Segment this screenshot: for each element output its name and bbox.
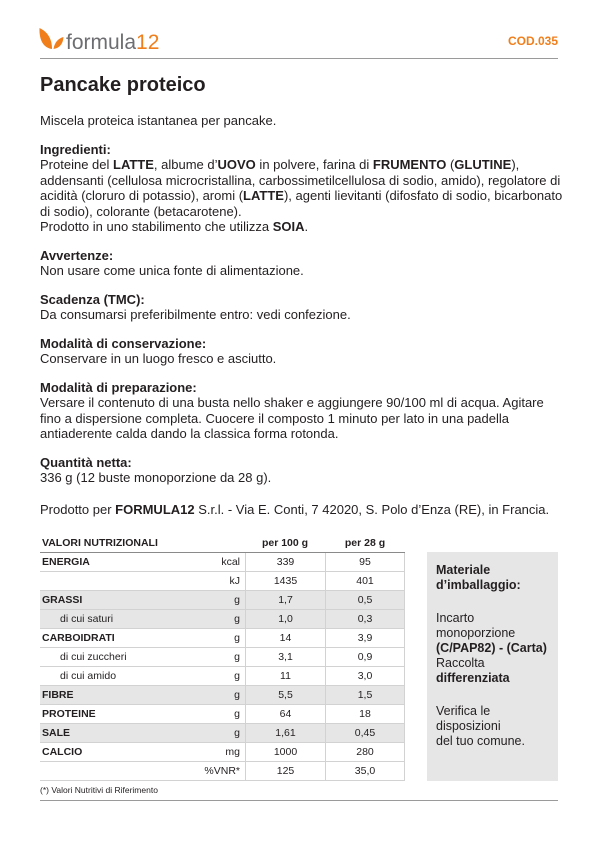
expiry-heading: Scadenza (TMC): [40, 291, 145, 307]
nutrient-label: ENERGIA [42, 556, 90, 568]
product-description: Miscela proteica istantanea per pancake. [40, 113, 277, 128]
packaging-heading-line: Materiale [436, 562, 491, 577]
packaging-material-line: monoporzione [436, 625, 516, 640]
nutrient-unit: kcal [221, 556, 240, 568]
packaging-material-line: Raccolta [436, 655, 485, 670]
value-per-28g: 1,5 [325, 686, 405, 704]
allergen-text: LATTE [243, 188, 284, 203]
packaging-material-line: Incarto [436, 610, 475, 625]
nutrition-table-header [40, 535, 405, 553]
preparation-section [40, 380, 565, 442]
header-divider [40, 58, 558, 59]
ingredients-line [40, 157, 565, 173]
producer-section [40, 502, 565, 518]
packaging-note-line: del tuo comune. [436, 733, 525, 748]
packaging-heading-line: d’imballaggio: [436, 577, 521, 592]
warnings-heading: Avvertenze: [40, 247, 114, 263]
storage-text: Conservare in un luogo fresco e asciutto. [40, 351, 277, 366]
nutrient-unit: kJ [229, 575, 240, 587]
nutrient-label [40, 572, 190, 590]
ingredients-text: addensanti (cellulosa microcristallina, carbossimetilcellulosa di sodio, amido), regolatore di [40, 172, 561, 188]
nutrient-unit: %VNR* [204, 765, 240, 777]
ingredients-heading: Ingredienti: [40, 141, 111, 157]
nutrient-label: CALCIO [42, 746, 83, 758]
nutrition-row-calcium-vnr [40, 762, 405, 781]
ingredients-line [40, 204, 565, 220]
value-per-28g: 0,9 [325, 648, 405, 666]
brand-number: 12 [136, 31, 160, 54]
nutrition-table-title: VALORI NUTRIZIONALI [42, 537, 158, 549]
expiry-section [40, 292, 565, 323]
allergen-facility-note [40, 219, 565, 235]
nutrition-row-calcium [40, 743, 405, 762]
product-code: COD.035 [507, 34, 558, 48]
nutrient-label: GRASSI [42, 594, 83, 606]
nutrient-unit: g [234, 689, 240, 701]
packaging-collection-type: differenziata [436, 670, 510, 685]
preparation-heading: Modalità di preparazione: [40, 379, 197, 395]
allergen-text: GLUTINE [454, 157, 512, 172]
nutrition-row-protein [40, 705, 405, 724]
column-header-per-100g: per 100 g [261, 537, 309, 549]
nutrition-row-starch [40, 667, 405, 686]
storage-section [40, 336, 565, 367]
column-header-per-28g: per 28 g [344, 537, 386, 549]
warnings-section [40, 248, 565, 279]
nutrient-unit: g [234, 670, 240, 682]
value-per-100g: 3,1 [245, 648, 325, 666]
value-per-28g: 95 [325, 553, 405, 571]
nutrient-unit: g [234, 708, 240, 720]
value-per-28g: 3,0 [325, 667, 405, 685]
value-per-100g: 125 [245, 762, 325, 780]
nutrition-row-energy-kj [40, 572, 405, 591]
nutrient-label: PROTEINE [42, 708, 96, 720]
nutrient-unit: g [234, 632, 240, 644]
nutrition-footnote: (*) Valori Nutritivi di Riferimento [40, 785, 158, 795]
value-per-100g: 339 [245, 553, 325, 571]
nutrient-label [40, 762, 190, 780]
brand-logo-text [66, 32, 159, 53]
value-per-28g: 0,5 [325, 591, 405, 609]
preparation-line: Versare il contenuto di una busta nello shaker e aggiungere 90/100 ml di acqua. Agitare [40, 395, 544, 410]
value-per-28g: 401 [325, 572, 405, 590]
ingredients-line [40, 173, 565, 189]
allergen-text: UOVO [217, 157, 256, 172]
nutrient-unit: g [234, 594, 240, 606]
value-per-28g: 0,45 [325, 724, 405, 742]
producer-line [40, 502, 565, 518]
value-per-28g: 3,9 [325, 629, 405, 647]
value-per-100g: 14 [245, 629, 325, 647]
brand-name: formula [66, 31, 137, 54]
ingredients-text: Prodotto in uno stabilimento che utilizza [40, 219, 273, 234]
value-per-28g: 0,3 [325, 610, 405, 628]
ingredients-text: Proteine del [40, 157, 113, 172]
packaging-note-line: disposizioni [436, 718, 501, 733]
ingredients-text: ), [511, 157, 520, 172]
allergen-text: FRUMENTO [372, 157, 447, 172]
ingredients-text: . [304, 219, 309, 234]
ingredients-text: in polvere, farina di [255, 157, 373, 172]
nutrient-unit: mg [225, 746, 240, 758]
value-per-100g: 11 [245, 667, 325, 685]
allergen-text: SOIA [272, 219, 305, 234]
nutrition-row-sugars [40, 648, 405, 667]
producer-address: S.r.l. - Via E. Conti, 7 42020, S. Polo d’Enza (RE), in Francia. [194, 502, 550, 517]
value-per-100g: 1,0 [245, 610, 325, 628]
value-per-100g: 1,7 [245, 591, 325, 609]
warnings-text: Non usare come unica fonte di alimentazione. [40, 263, 304, 278]
nutrient-label: SALE [42, 727, 71, 739]
packaging-info-box [427, 552, 558, 781]
ingredients-text: ( [446, 157, 455, 172]
nutrient-unit: g [234, 727, 240, 739]
footer-divider [40, 800, 558, 801]
nutrition-row-saturated-fat [40, 610, 405, 629]
allergen-text: LATTE [113, 157, 154, 172]
expiry-text: Da consumarsi preferibilmente entro: vedi confezione. [40, 307, 351, 322]
packaging-material [436, 611, 558, 686]
ingredients-section [40, 142, 565, 235]
ingredients-text: ), agenti lievitanti (difosfato di sodio, bicarbonato [283, 188, 563, 203]
value-per-100g: 1435 [245, 572, 325, 590]
nutrition-row-fibre [40, 686, 405, 705]
ingredients-text: , albume d’ [153, 157, 218, 172]
net-quantity-text: 336 g (12 buste monoporzione da 28 g). [40, 470, 272, 485]
leaf-logo-icon [39, 23, 64, 50]
nutrient-unit: g [234, 613, 240, 625]
preparation-line: fino a dispersione completa. Cuocere il composto 1 minuto per lato in una padella [40, 410, 509, 426]
value-per-100g: 1,61 [245, 724, 325, 742]
net-quantity-section [40, 455, 565, 486]
nutrition-row-fat [40, 591, 405, 610]
packaging-heading [436, 563, 558, 593]
ingredients-text: di sodio), colorante (betacarotene). [40, 203, 242, 219]
product-description-body [40, 113, 565, 518]
producer-company: FORMULA12 [115, 502, 195, 517]
nutrient-unit: g [234, 651, 240, 663]
nutrient-label: di cui zuccheri [60, 651, 127, 663]
nutrient-label: di cui amido [60, 670, 117, 682]
page-title: Pancake proteico [40, 74, 206, 96]
value-per-28g: 280 [325, 743, 405, 761]
packaging-note [436, 704, 558, 749]
value-per-100g: 1000 [245, 743, 325, 761]
nutrition-row-carbohydrates [40, 629, 405, 648]
net-quantity-heading: Quantità netta: [40, 454, 132, 470]
nutrient-label: di cui saturi [60, 613, 114, 625]
nutrient-label: FIBRE [42, 689, 74, 701]
producer-text: Prodotto per [40, 502, 116, 517]
nutrition-table [40, 535, 405, 781]
value-per-100g: 64 [245, 705, 325, 723]
nutrition-row-salt [40, 724, 405, 743]
nutrition-row-energy-kcal [40, 553, 405, 572]
preparation-line: antiaderente calda dando la classica forma rotonda. [40, 426, 339, 441]
nutrient-label: CARBOIDRATI [42, 632, 115, 644]
storage-heading: Modalità di conservazione: [40, 335, 207, 351]
packaging-note-line: Verifica le [436, 703, 491, 718]
ingredients-text: acidità (cloruro di potassio), aromi ( [40, 188, 244, 203]
ingredients-line [40, 188, 565, 204]
value-per-28g: 35,0 [325, 762, 405, 780]
value-per-100g: 5,5 [245, 686, 325, 704]
packaging-material-code: (C/PAP82) - (Carta) [436, 640, 547, 655]
value-per-28g: 18 [325, 705, 405, 723]
